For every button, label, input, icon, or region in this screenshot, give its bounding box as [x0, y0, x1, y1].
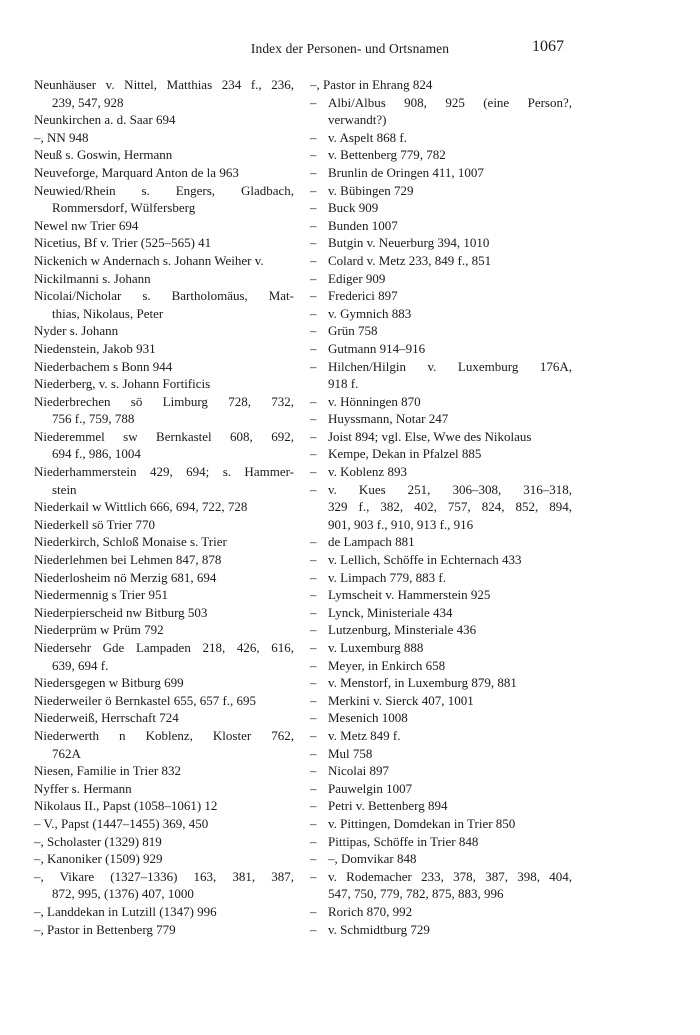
- index-entry: [34, 621, 294, 639]
- repeat-dash: –: [310, 604, 317, 620]
- repeat-dash: –: [310, 147, 317, 163]
- index-entry-line: – v. Koblenz 893: [310, 464, 407, 480]
- index-entry-line: Niederberg, v. s. Johann Fortificis: [34, 376, 211, 392]
- index-entry: [34, 762, 294, 780]
- index-entry: [310, 727, 572, 745]
- index-entry-line: – Gutmann 914–916: [310, 340, 426, 356]
- index-entry-line: –, Pastor in Ehrang 824: [310, 77, 433, 92]
- index-entry: [34, 340, 294, 358]
- repeat-dash: –: [310, 481, 317, 497]
- index-entry-line: 639, 694 f.: [52, 657, 109, 673]
- repeat-dash: –: [310, 921, 317, 937]
- index-entry: [310, 551, 572, 569]
- repeat-dash: –: [310, 815, 317, 831]
- index-entry-line: – Meyer, in Enkirch 658: [310, 657, 446, 673]
- index-entry-line: Niederlosheim nö Merzig 681, 694: [34, 569, 217, 585]
- index-entry: [310, 850, 572, 868]
- index-entry: [310, 586, 572, 604]
- index-entry-line: Niedermennig s Trier 951: [34, 587, 168, 603]
- index-entry-line: – v. Aspelt 868 f.: [310, 129, 407, 145]
- index-entry-line: – Grün 758: [310, 323, 378, 339]
- index-entry: [310, 340, 572, 358]
- index-entry: [34, 375, 294, 393]
- index-entry-line: 901, 903 f., 910, 913 f., 916: [328, 516, 474, 532]
- index-entry: [310, 252, 572, 270]
- repeat-dash: –: [310, 727, 317, 743]
- index-entry: [34, 217, 294, 235]
- repeat-dash: –: [310, 428, 317, 444]
- repeat-dash: –: [310, 129, 317, 145]
- index-entry-line: 872, 995, (1376) 407, 1000: [52, 886, 194, 902]
- index-entry-line: Niederwerth n Koblenz, Kloster 762,: [34, 727, 294, 743]
- index-entry-line: 918 f.: [328, 376, 359, 392]
- index-entry-line: – Bunden 1007: [310, 217, 398, 233]
- index-entry: [34, 76, 294, 111]
- index-entry: [310, 182, 572, 200]
- index-entry-line: – Pauwelgin 1007: [310, 780, 413, 796]
- index-entry: [34, 129, 294, 147]
- index-column-right: [310, 76, 572, 938]
- index-entry-line: Neunhäuser v. Nittel, Matthias 234 f., 236,: [34, 77, 294, 92]
- index-entry: [310, 445, 572, 463]
- repeat-dash: –: [310, 903, 317, 919]
- index-entry: [310, 621, 572, 639]
- index-entry: [310, 780, 572, 798]
- index-entry-line: – v. Gymnich 883: [310, 305, 412, 321]
- index-entry-line: – v. Lellich, Schöffe in Echternach 433: [310, 552, 522, 568]
- repeat-dash: –: [310, 692, 317, 708]
- index-entry: [34, 287, 294, 322]
- index-entry: [34, 393, 294, 428]
- index-entry-line: – Hilchen/Hilgin v. Luxemburg 176A,: [310, 358, 572, 374]
- repeat-dash: –: [310, 552, 317, 568]
- index-entry: [34, 164, 294, 182]
- running-head: [0, 38, 700, 58]
- index-entry-line: Nicolai/Nicholar s. Bartholomäus, Mat-: [34, 288, 294, 304]
- repeat-dash: –: [310, 675, 317, 691]
- index-entry-line: – Nicolai 897: [310, 763, 390, 779]
- index-entry-line: – v. Hönningen 870: [310, 393, 421, 409]
- index-entry-line: Neuß s. Goswin, Hermann: [34, 147, 173, 163]
- index-entry-line: – v. Kues 251, 306–308, 316–318,: [310, 481, 572, 497]
- index-entry-line: – Brunlin de Oringen 411, 1007: [310, 164, 484, 180]
- index-entry-line: 239, 547, 928: [52, 94, 124, 110]
- index-entry-line: – v. Menstorf, in Luxemburg 879, 881: [310, 675, 517, 691]
- index-entry: [34, 428, 294, 463]
- index-entry-line: – Mesenich 1008: [310, 710, 408, 726]
- index-entry: [34, 833, 294, 851]
- index-entry-line: Niedenstein, Jakob 931: [34, 340, 156, 356]
- repeat-dash: –: [310, 833, 317, 849]
- page-number: 1067: [532, 38, 564, 55]
- index-entry: [310, 903, 572, 921]
- index-entry-line: Niederbrechen sö Limburg 728, 732,: [34, 393, 294, 409]
- index-entry-line: Neuveforge, Marquard Anton de la 963: [34, 164, 239, 180]
- index-entry-line: Niederemmel sw Bernkastel 608, 692,: [34, 428, 294, 444]
- index-entry-line: –, NN 948: [34, 129, 89, 145]
- repeat-dash: –: [310, 640, 317, 655]
- index-entry-line: Niedersehr Gde Lampaden 218, 426, 616,: [34, 640, 294, 655]
- repeat-dash: –: [310, 288, 317, 304]
- repeat-dash: –: [310, 305, 317, 321]
- index-entry: [34, 322, 294, 340]
- index-entry: [310, 657, 572, 675]
- index-entry: [310, 709, 572, 727]
- index-entry: [34, 358, 294, 376]
- index-entry: [310, 76, 572, 94]
- index-entry: [310, 94, 572, 129]
- index-entry-line: –, Landdekan in Lutzill (1347) 996: [34, 903, 217, 919]
- index-entry-line: stein: [52, 481, 77, 497]
- index-entry-line: – Ediger 909: [310, 270, 386, 286]
- index-entry-line: –, Vikare (1327–1336) 163, 381, 387,: [34, 868, 294, 884]
- index-entry: [310, 833, 572, 851]
- repeat-dash: –: [310, 446, 317, 462]
- index-entry: [34, 709, 294, 727]
- index-entry: [34, 727, 294, 762]
- index-entry: [34, 234, 294, 252]
- repeat-dash: –: [310, 569, 317, 585]
- index-entry: [34, 586, 294, 604]
- index-entry-line: Newel nw Trier 694: [34, 217, 139, 233]
- repeat-dash: –: [310, 411, 317, 427]
- index-entry-line: Niedersgegen w Bitburg 699: [34, 675, 184, 691]
- index-entry-line: – v. Limpach 779, 883 f.: [310, 569, 446, 585]
- index-entry-line: –, Pastor in Bettenberg 779: [34, 921, 176, 937]
- index-entry: [34, 516, 294, 534]
- index-entry-line: – Joist 894; vgl. Else, Wwe des Nikolaus: [310, 428, 532, 444]
- index-entry: [310, 217, 572, 235]
- repeat-dash: –: [310, 340, 317, 356]
- index-entry-line: – Albi/Albus 908, 925 (eine Person?,: [310, 94, 572, 110]
- running-title: Index der Personen- und Ortsnamen: [250, 41, 450, 56]
- index-entry-line: – Lutzenburg, Minsteriale 436: [310, 622, 477, 638]
- index-entry-line: Nikolaus II., Papst (1058–1061) 12: [34, 798, 218, 814]
- index-entry: [310, 199, 572, 217]
- index-entry: [310, 463, 572, 481]
- index-entry-line: 694 f., 986, 1004: [52, 446, 141, 462]
- repeat-dash: –: [310, 235, 317, 251]
- repeat-dash: –: [310, 252, 317, 268]
- index-entry: [310, 762, 572, 780]
- index-entry-line: 329 f., 382, 402, 757, 824, 852, 894,: [328, 499, 572, 515]
- index-entry-line: Niederhammerstein 429, 694; s. Hammer-: [34, 464, 294, 480]
- repeat-dash: –: [310, 358, 317, 374]
- index-entry-line: – Buck 909: [310, 200, 379, 216]
- index-entry: [34, 604, 294, 622]
- index-entry: [34, 674, 294, 692]
- repeat-dash: –: [310, 780, 317, 796]
- repeat-dash: –: [310, 710, 317, 726]
- repeat-dash: –: [310, 587, 317, 603]
- index-entry: [34, 921, 294, 939]
- index-entry-line: – v. Bübingen 729: [310, 182, 414, 198]
- index-entry-line: Niederbachem s Bonn 944: [34, 358, 173, 374]
- index-entry-line: – Petri v. Bettenberg 894: [310, 798, 448, 814]
- repeat-dash: –: [310, 164, 317, 180]
- index-column-left: [34, 76, 294, 938]
- index-entry: [310, 639, 572, 657]
- index-entry-line: Neunkirchen a. d. Saar 694: [34, 112, 176, 128]
- index-entry-line: Nickilmanni s. Johann: [34, 270, 151, 286]
- repeat-dash: –: [310, 94, 317, 110]
- repeat-dash: –: [310, 868, 317, 884]
- index-entry: [34, 252, 294, 270]
- index-entry-line: – v. Pittingen, Domdekan in Trier 850: [310, 815, 516, 831]
- index-entry: [310, 533, 572, 551]
- repeat-dash: –: [310, 657, 317, 673]
- index-entry-line: thias, Nikolaus, Peter: [52, 305, 164, 321]
- index-entry: [310, 164, 572, 182]
- index-entry: [310, 481, 572, 534]
- index-entry: [34, 533, 294, 551]
- repeat-dash: –: [310, 217, 317, 233]
- index-entry: [34, 780, 294, 798]
- index-entry-line: – Lymscheit v. Hammerstein 925: [310, 587, 491, 603]
- index-entry-line: Nicetius, Bf v. Trier (525–565) 41: [34, 235, 212, 251]
- index-entry: [310, 604, 572, 622]
- index-entry: [310, 815, 572, 833]
- index-entry-line: Niederpierscheid nw Bitburg 503: [34, 604, 208, 620]
- index-entry-line: Niederweiler ö Bernkastel 655, 657 f., 695: [34, 692, 257, 708]
- index-entry: [310, 234, 572, 252]
- index-entry-line: – Lynck, Ministeriale 434: [310, 604, 453, 620]
- repeat-dash: –: [310, 622, 317, 638]
- index-entry: [34, 850, 294, 868]
- index-entry-line: 756 f., 759, 788: [52, 411, 135, 427]
- index-entry: [310, 428, 572, 446]
- index-entry-line: – Pittipas, Schöffe in Trier 848: [310, 833, 479, 849]
- repeat-dash: –: [310, 851, 317, 867]
- index-entry-line: – Colard v. Metz 233, 849 f., 851: [310, 252, 492, 268]
- index-entry-line: Niederkell sö Trier 770: [34, 516, 155, 532]
- index-entry: [34, 463, 294, 498]
- index-entry-line: Niederkail w Wittlich 666, 694, 722, 728: [34, 499, 248, 515]
- index-entry-line: – Huyssmann, Notar 247: [310, 411, 449, 427]
- index-entry: [310, 305, 572, 323]
- index-entry-line: Neuwied/Rhein s. Engers, Gladbach,: [34, 182, 294, 198]
- repeat-dash: –: [310, 534, 317, 550]
- index-entry: [34, 797, 294, 815]
- repeat-dash: –: [310, 323, 317, 339]
- index-entry-line: – Kempe, Dekan in Pfalzel 885: [310, 446, 482, 462]
- repeat-dash: –: [310, 798, 317, 814]
- index-entry-line: 762A: [52, 745, 81, 761]
- index-entry: [34, 868, 294, 903]
- index-entry-line: Niederweiß, Herrschaft 724: [34, 710, 179, 726]
- index-entry: [34, 111, 294, 129]
- index-entry: [34, 146, 294, 164]
- index-entry-line: Niederprüm w Prüm 792: [34, 622, 164, 638]
- repeat-dash: –: [310, 745, 317, 761]
- repeat-dash: –: [310, 182, 317, 198]
- index-entry: [34, 903, 294, 921]
- index-entry: [34, 692, 294, 710]
- index-entry: [310, 358, 572, 393]
- index-entry: [310, 129, 572, 147]
- index-entry-line: – v. Rodemacher 233, 378, 387, 398, 404,: [310, 868, 572, 884]
- index-entry-line: – v. Schmidtburg 729: [310, 921, 430, 937]
- index-entry-line: – Merkini v. Sierck 407, 1001: [310, 692, 474, 708]
- index-entry: [310, 745, 572, 763]
- index-entry: [310, 674, 572, 692]
- index-entry-line: – Rorich 870, 992: [310, 903, 413, 919]
- index-entry: [310, 146, 572, 164]
- index-entry-line: – –, Domvikar 848: [310, 851, 417, 867]
- index-entry: [34, 182, 294, 217]
- repeat-dash: –: [310, 464, 317, 480]
- index-entry: [310, 692, 572, 710]
- repeat-dash: –: [310, 393, 317, 409]
- index-entry-line: –, Kanoniker (1509) 929: [34, 851, 163, 867]
- index-entry: [310, 569, 572, 587]
- index-entry: [310, 410, 572, 428]
- index-entry: [34, 270, 294, 288]
- index-entry-line: Niesen, Familie in Trier 832: [34, 763, 181, 779]
- index-entry: [310, 868, 572, 903]
- index-entry-line: – de Lampach 881: [310, 534, 415, 550]
- index-entry: [34, 815, 294, 833]
- index-entry: [34, 639, 294, 674]
- index-entry: [34, 498, 294, 516]
- repeat-dash: –: [310, 270, 317, 286]
- index-entry-line: Niederlehmen bei Lehmen 847, 878: [34, 552, 222, 568]
- index-entry: [310, 797, 572, 815]
- index-entry-line: Niederkirch, Schloß Monaise s. Trier: [34, 534, 227, 550]
- index-entry-line: Rommersdorf, Wülfersberg: [52, 200, 196, 216]
- index-entry-line: – v. Metz 849 f.: [310, 727, 401, 743]
- index-entry-line: – v. Bettenberg 779, 782: [310, 147, 446, 163]
- index-entry-line: – Mul 758: [310, 745, 373, 761]
- index-entry: [310, 270, 572, 288]
- index-entry: [34, 569, 294, 587]
- index-entry-line: Nyder s. Johann: [34, 323, 119, 339]
- index-entry-line: – Frederici 897: [310, 288, 398, 304]
- index-entry: [310, 287, 572, 305]
- index-entry-line: verwandt?): [328, 112, 387, 128]
- index-entry-line: 547, 750, 779, 782, 875, 883, 996: [328, 886, 504, 902]
- repeat-dash: –: [310, 763, 317, 779]
- index-entry: [34, 551, 294, 569]
- index-entry-line: – v. Luxemburg 888: [310, 640, 424, 655]
- index-entry: [310, 393, 572, 411]
- index-entry-line: –, Scholaster (1329) 819: [34, 833, 162, 849]
- repeat-dash: –: [310, 200, 317, 216]
- index-entry: [310, 921, 572, 939]
- index-entry-line: – Butgin v. Neuerburg 394, 1010: [310, 235, 490, 251]
- index-entry: [310, 322, 572, 340]
- index-entry-line: – V., Papst (1447–1455) 369, 450: [34, 815, 209, 831]
- index-entry-line: Nyffer s. Hermann: [34, 780, 132, 796]
- index-entry-line: Nickenich w Andernach s. Johann Weiher v.: [34, 252, 264, 268]
